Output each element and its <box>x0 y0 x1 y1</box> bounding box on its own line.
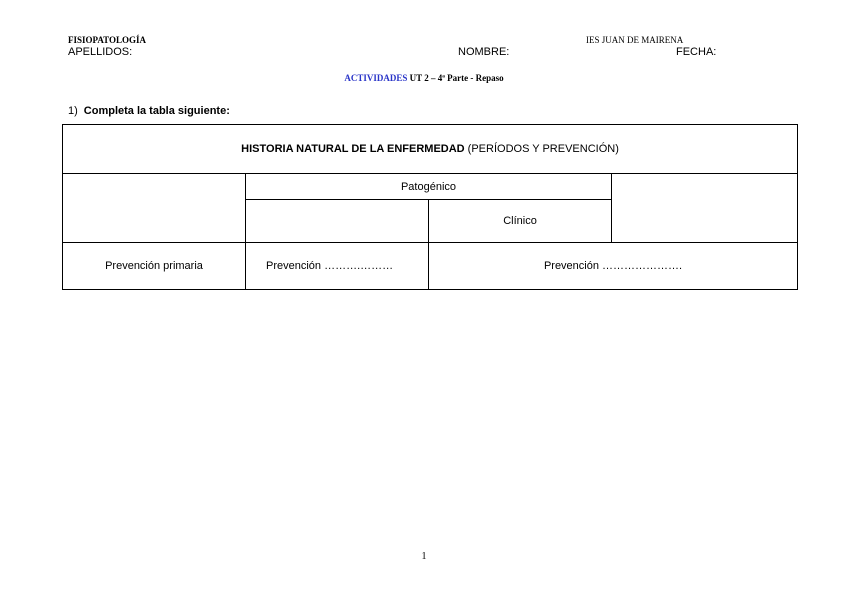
prevention-cell-3: Prevención …………………. <box>429 243 798 290</box>
clinical-cell: Clínico <box>429 200 612 243</box>
primary-prevention-cell: Prevención primaria <box>63 243 246 290</box>
surname-label: APELLIDOS: <box>68 46 133 58</box>
blank-cell-subperiod <box>246 200 429 243</box>
question-1 <box>68 105 230 117</box>
page-number: 1 <box>421 551 427 562</box>
subject-title: FISIOPATOLOGÍA <box>68 35 147 45</box>
blank-cell-period-1 <box>63 174 246 243</box>
prevention-cell-2: Prevención ……….……… <box>246 243 429 290</box>
school-name: IES JUAN DE MAIRENA <box>586 35 684 45</box>
question-text: Completa la tabla siguiente: <box>83 105 230 117</box>
natural-history-table <box>62 124 798 290</box>
question-number: 1) <box>68 105 78 117</box>
activity-title-blue: ACTIVIDADES <box>344 73 408 83</box>
name-label: NOMBRE: <box>458 46 510 58</box>
activity-title <box>0 73 848 83</box>
activity-title-rest: UT 2 – 4ª Parte - Repaso <box>409 73 504 83</box>
table-title-rest: (PERÍODOS Y PREVENCIÓN) <box>464 143 619 155</box>
blank-cell-period-4 <box>612 174 798 243</box>
table-title-bold: HISTORIA NATURAL DE LA ENFERMEDAD <box>241 143 465 155</box>
table-title-cell <box>63 125 798 174</box>
pathogenic-cell: Patogénico <box>246 174 612 200</box>
date-label: FECHA: <box>676 46 717 58</box>
